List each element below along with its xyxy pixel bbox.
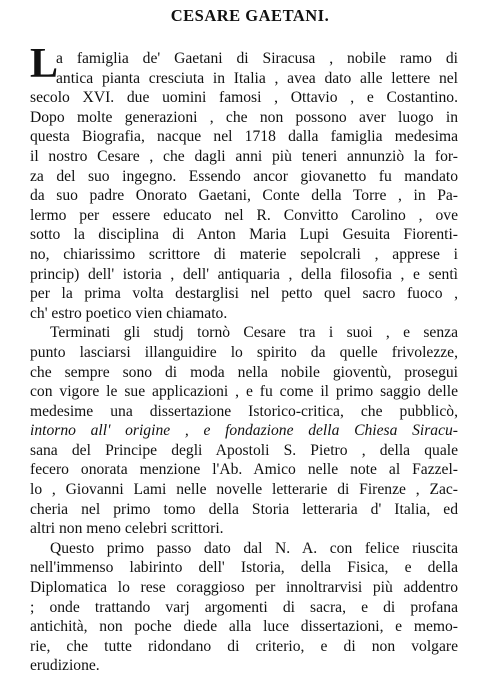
paragraph-1 <box>30 41 458 323</box>
text-line: altri non meno celebri scrittori. <box>30 520 224 538</box>
paragraph-3 <box>30 539 458 676</box>
text-line: a famiglia de' Gaetani di Siracusa , nobile ramo di <box>56 50 458 67</box>
text-line: da suo padre Onorato Gaetani, Conte della Torre , in Pa- <box>30 187 458 205</box>
text-line: con vigore le sue applicazioni , e fu come il primo saggio delle <box>30 383 458 401</box>
text-line: Dopo molte generazioni , che non possono aver luogo in <box>30 108 458 126</box>
text-line: intorno all' origine , e fondazione della Chiesa Siracu- <box>30 422 458 440</box>
drop-cap: L <box>30 41 59 87</box>
text-line: il nostro Cesare , che dagli anni più teneri annunziò la for- <box>30 147 458 165</box>
text-line: questa Biografia, nacque nel 1718 dalla famiglia medesima <box>30 128 458 146</box>
text-line: antichità, non poche diede alla luce dissertazioni, e memo- <box>30 618 458 636</box>
text-line: lo , Giovanni Lami nelle novelle letterarie di Firenze , Zac- <box>30 481 458 499</box>
text-line: fecero onorata menzione l'Ab. Amico nelle note al Fazzel- <box>30 461 458 479</box>
text-line: sana del Principe degli Apostoli S. Pietro , della quale <box>30 441 458 459</box>
text-line: secolo XVI. due uomini famosi , Ottavio , e Costantino. <box>30 89 458 107</box>
text-line: princip) dell' istoria , dell' antiquaria , della filosofia , e sentì <box>30 265 458 283</box>
text-line: rie, che tutte ridondano di criterio, e di non volgare <box>30 637 458 655</box>
text-line: sotto la disciplina di Anton Maria Lupi Gesuita Fiorenti- <box>30 226 458 244</box>
text-line: no, chiarissimo scrittore di materie sepolcrali , apprese i <box>30 245 458 263</box>
page-title: CESARE GAETANI. <box>170 6 330 25</box>
text-line: per la prima volta destarglisi nel petto quel sacro fuoco , <box>30 285 458 303</box>
text-line: nell'immenso labirinto dell' Istoria, della Fisica, e della <box>30 559 458 577</box>
body-text <box>30 41 458 676</box>
text-line: lermo per essere educato nel R. Convitto Carolino , ove <box>30 206 458 224</box>
text-line: za del suo ingegno. Essendo ancor giovanetto fu mandato <box>30 167 458 185</box>
text-line: che sempre sono di moda nella nobile gioventù, prosegui <box>30 363 458 381</box>
text-line: Terminati gli studj tornò Cesare tra i suoi , e senza <box>50 324 458 342</box>
text-line: cheria nel primo tomo della Storia letteraria d' Italia, ed <box>30 500 458 518</box>
text-line: erudizione. <box>30 657 100 675</box>
text-line: antica pianta cresciuta in Italia , avea dato alle lettere nel <box>56 69 458 87</box>
text-line: ; onde trattando varj argomenti di sacra, e di profana <box>30 598 458 616</box>
text-line: ch' estro poetico vien chiamato. <box>30 304 228 322</box>
text-line: Questo primo passo dato dal N. A. con felice riuscita <box>50 539 458 557</box>
text-line: medesime una dissertazione Istorico-critica, che pubblicò, <box>30 402 458 420</box>
paragraph-2 <box>30 323 458 539</box>
text-line: punto lasciarsi illanguidire lo spirito da quelle frivolezze, <box>30 343 458 361</box>
text-line: Diplomatica lo rese coraggioso per innoltrarvisi più addentro <box>30 579 458 597</box>
